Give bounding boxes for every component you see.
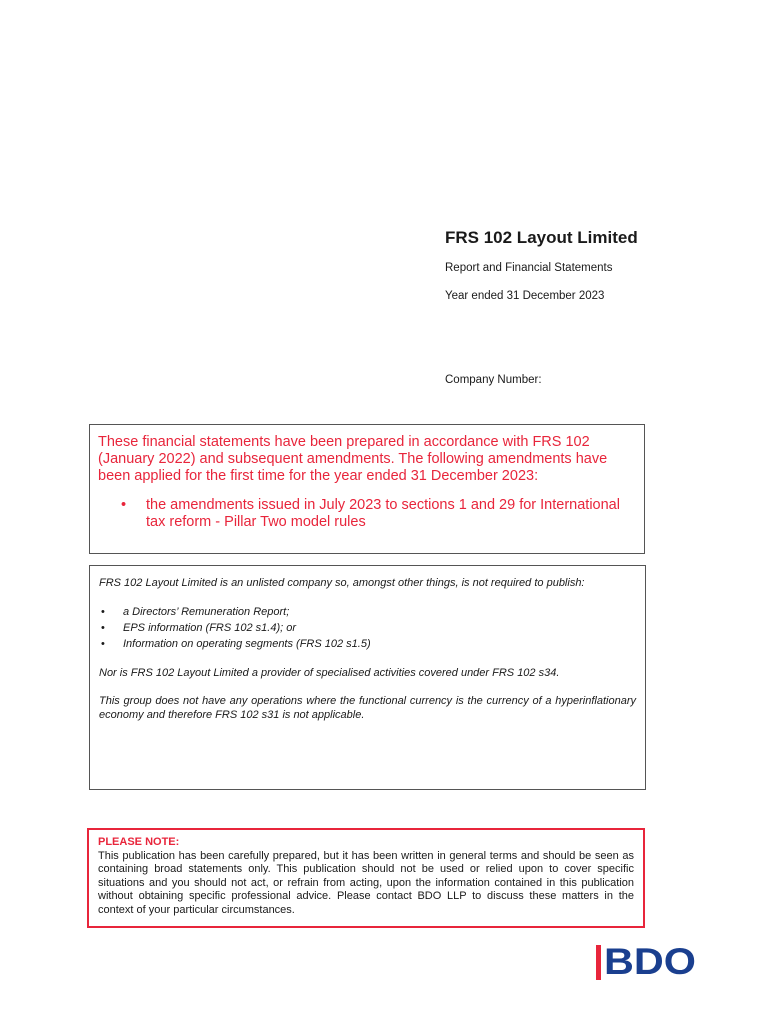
- company-name: FRS 102 Layout Limited: [445, 228, 638, 247]
- amendments-list: [98, 497, 636, 531]
- company-number-label: Company Number:: [445, 374, 542, 386]
- bdo-logo-text: BDO: [604, 942, 696, 980]
- disclosure-item: • EPS information (FRS 102 s1.4); or: [123, 620, 636, 636]
- please-note-heading: PLEASE NOTE:: [98, 836, 180, 848]
- report-title: Report and Financial Statements: [445, 262, 613, 274]
- disclosure-list: [99, 604, 636, 652]
- amendment-item: • the amendments issued in July 2023 to sections 1 and 29 for International tax reform - Pillar Two model rules: [146, 497, 636, 531]
- bdo-logo: [596, 942, 697, 980]
- please-note-text: This publication has been carefully prepared, but it has been written in general terms and should be seen as containing broad statements only. This publication should not be used or relied upon to cover specific situations and you should not act, or refrain from acting, upon the information contained in this publication without obtaining specific professional advice. Please contact BDO LLP to discuss these matters in the context of your particular circumstances.: [98, 849, 634, 916]
- disclosure-item: • a Directors’ Remuneration Report;: [123, 604, 636, 620]
- amendments-intro: These financial statements have been prepared in accordance with FRS 102 (January 2022) and subsequent amendments. The following amendments have been applied for the first time for the year ended 31 December 2023:: [98, 434, 608, 484]
- specialised-activities-note: Nor is FRS 102 Layout Limited a provider of specialised activities covered under FRS 102 s34.: [99, 667, 560, 679]
- hyperinflation-note: This group does not have any operations where the functional currency is the currency of a hyperinflationary economy and therefore FRS 102 s31 is not applicable.: [99, 695, 636, 721]
- disclosure-box: [89, 565, 646, 790]
- disclosure-intro: FRS 102 Layout Limited is an unlisted company so, amongst other things, is not required to publish:: [99, 577, 585, 589]
- please-note-box: [87, 828, 645, 928]
- bdo-logo-bar: [596, 945, 601, 980]
- disclosure-item: • Information on operating segments (FRS 102 s1.5): [123, 636, 636, 652]
- period-label: Year ended 31 December 2023: [445, 290, 605, 302]
- amendments-box: [89, 424, 645, 554]
